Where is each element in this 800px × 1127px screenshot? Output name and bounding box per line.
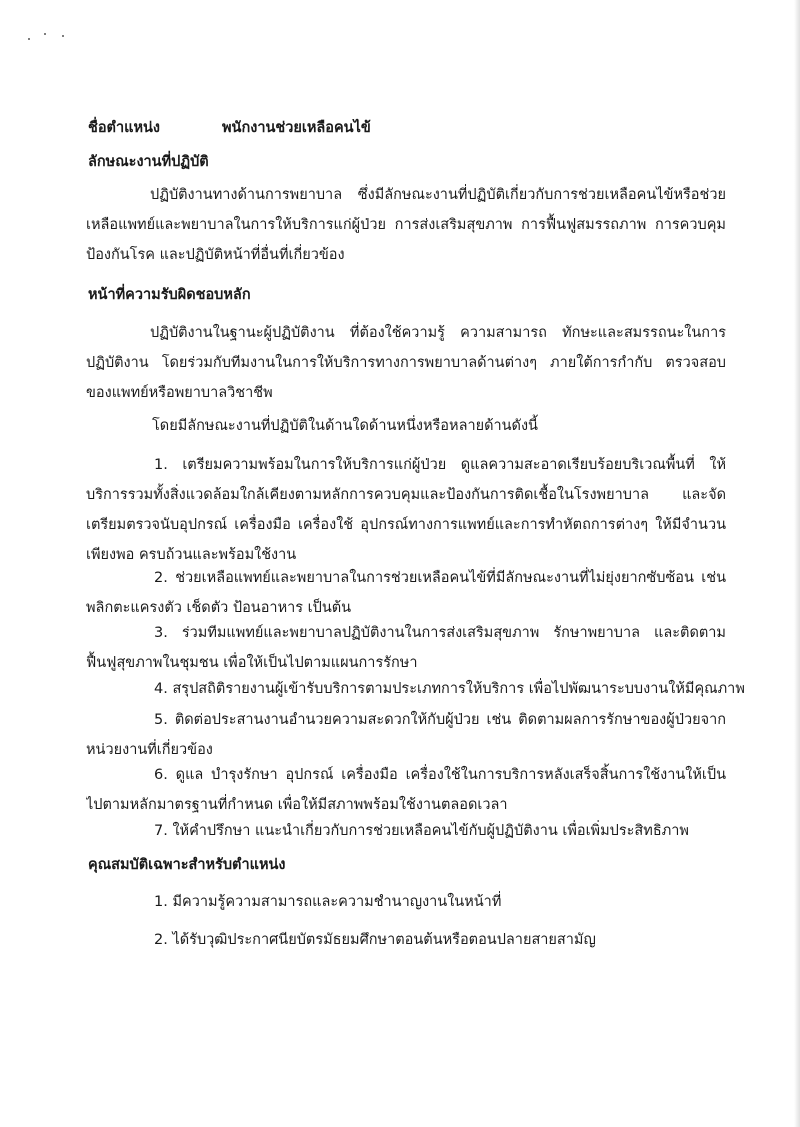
qualification-item: 2. ได้รับวุฒิประกาศนียบัตรมัธยมศึกษาตอนต้นหรือตอนปลายสายสามัญ [154, 932, 596, 948]
duty-item: 1. เตรียมความพร้อมในการให้บริการแก่ผู้ป่วย ดูแลความสะอาดเรียบร้อยบริเวณพื้นที่ ให้บริการรวมทั้งสิ่งแวดล้อมใกล้เคียงตามหลักการควบคุมและป้องกันการติดเชื้อในโรงพยาบาล และจัดเตรียมตรวจนับอุปกรณ์ เครื่องมือ เครื่องใช้ อุปกรณ์ทางการแพทย์และการทำหัตถการต่างๆ ให้มีจำนวนเพียงพอ ครบถ้วนและพร้อมใช้งาน [86, 457, 726, 563]
section-heading-duties: หน้าที่ความรับผิดชอบหลัก [88, 287, 251, 303]
position-title: พนักงานช่วยเหลือคนไข้ [222, 120, 371, 136]
section-heading-qualifications: คุณสมบัติเฉพาะสำหรับตำแหน่ง [88, 857, 286, 873]
duties-paragraph: ปฏิบัติงานในฐานะผู้ปฏิบัติงาน ที่ต้องใช้ความรู้ ความสามารถ ทักษะและสมรรถนะในการปฏิบัติงาน โดยร่วมกับทีมงานในการให้บริการทางการพยาบาลด้านต่างๆ ภายใต้การกำกับ ตรวจสอบของแพทย์หรือพยาบาลวิชาชีพ [86, 325, 726, 401]
duty-item: 4. สรุปสถิติรายงานผู้เข้ารับบริการตามประเภทการให้บริการ เพื่อไปพัฒนาระบบงานให้มีคุณภาพ [154, 681, 745, 697]
duty-item: 2. ช่วยเหลือแพทย์และพยาบาลในการช่วยเหลือคนไข้ที่มีลักษณะงานที่ไม่ยุ่งยากซับซ้อน เช่น พลิกตะแครงตัว เช็ดตัว ป้อนอาหาร เป็นต้น [86, 570, 726, 616]
scan-speck [28, 38, 30, 40]
duty-item: 6. ดูแล บำรุงรักษา อุปกรณ์ เครื่องมือ เครื่องใช้ในการบริการหลังเสร็จสิ้นการใช้งานให้เป็นไปตามหลักมาตรฐานที่กำหนด เพื่อให้มีสภาพพร้อมใช้งานตลอดเวลา [86, 767, 726, 813]
duties-intro: โดยมีลักษณะงานที่ปฏิบัติในด้านใดด้านหนึ่งหรือหลายด้านดังนี้ [152, 418, 538, 434]
scan-speck [44, 33, 46, 35]
duty-item: 7. ให้คำปรึกษา แนะนำเกี่ยวกับการช่วยเหลือคนไข้กับผู้ปฏิบัติงาน เพื่อเพิ่มประสิทธิภาพ [154, 823, 689, 839]
nature-paragraph: ปฏิบัติงานทางด้านการพยาบาล ซึ่งมีลักษณะงานที่ปฏิบัติเกี่ยวกับการช่วยเหลือคนไข้หรือช่วยเหลือแพทย์และพยาบาลในการให้บริการแก่ผู้ป่วย การส่งเสริมสุขภาพ การฟื้นฟูสมรรถภาพ การควบคุมป้องกันโรค และปฏิบัติหน้าที่อื่นที่เกี่ยวข้อง [86, 187, 726, 263]
section-heading-nature: ลักษณะงานที่ปฏิบัติ [88, 154, 209, 170]
duty-item: 3. ร่วมทีมแพทย์และพยาบาลปฏิบัติงานในการส่งเสริมสุขภาพ รักษาพยาบาล และติดตามฟื้นฟูสุขภาพในชุมชน เพื่อให้เป็นไปตามแผนการรักษา [86, 625, 726, 671]
qualification-item: 1. มีความรู้ความสามารถและความชำนาญงานในหน้าที่ [154, 894, 502, 910]
scan-speck [62, 35, 64, 37]
position-label: ชื่อตำแหน่ง [88, 120, 161, 136]
duty-item: 5. ติดต่อประสานงานอำนวยความสะดวกให้กับผู้ป่วย เช่น ติดตามผลการรักษาของผู้ป่วยจากหน่วยงานที่เกี่ยวข้อง [86, 712, 726, 758]
